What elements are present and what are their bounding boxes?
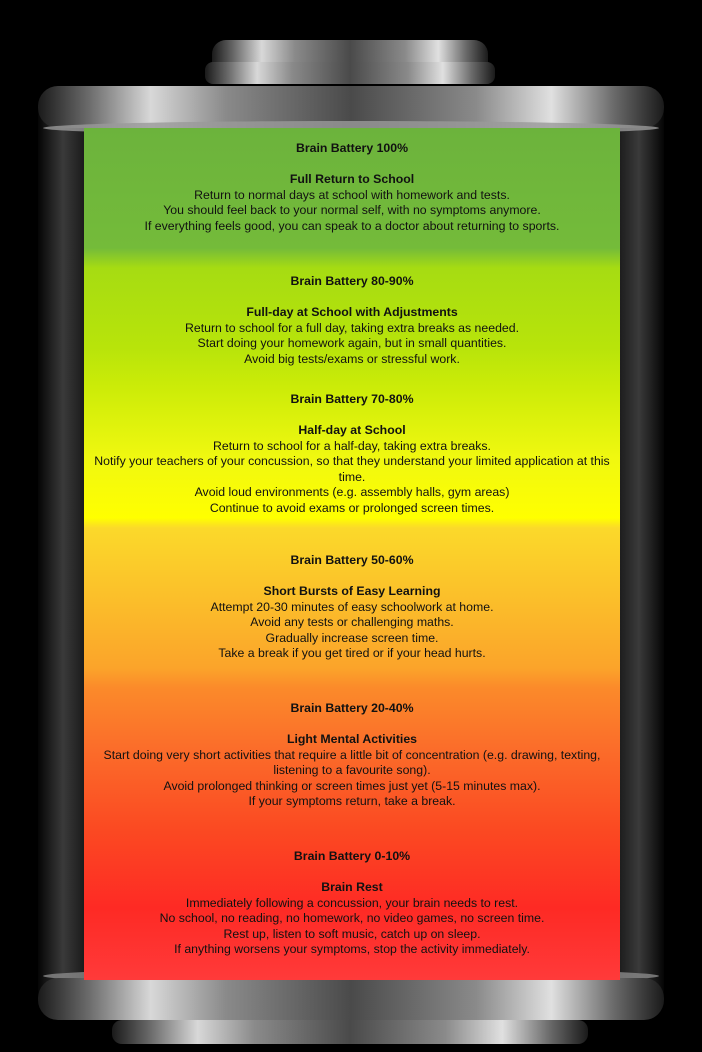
level-line: Return to normal days at school with homework and tests.	[194, 187, 510, 202]
battery-level-0-10	[84, 849, 620, 958]
level-title: Full Return to School	[289, 172, 415, 186]
level-line: Return to school for a full day, taking extra breaks as needed.	[184, 320, 520, 335]
level-header: Brain Battery 70-80%	[290, 392, 414, 406]
level-line: Notify your teachers of your concussion, so that they understand your limited application at this time.	[94, 454, 610, 484]
level-line: If anything worsens your symptoms, stop the activity immediately.	[174, 942, 530, 956]
level-line: Avoid any tests or challenging maths.	[250, 615, 454, 629]
level-header: Brain Battery 20-40%	[290, 701, 414, 715]
level-line: Avoid loud environments (e.g. assembly halls, gym areas)	[194, 485, 510, 499]
level-line: Attempt 20-30 minutes of easy schoolwork at home.	[210, 599, 494, 614]
level-title: Brain Rest	[321, 880, 383, 894]
level-title: Half-day at School	[298, 423, 406, 437]
level-title: Short Bursts of Easy Learning	[263, 584, 441, 598]
level-header: Brain Battery 50-60%	[290, 553, 414, 567]
level-line: Immediately following a concussion, your brain needs to rest.	[185, 895, 519, 910]
level-line: Rest up, listen to soft music, catch up on sleep.	[223, 926, 481, 941]
battery-level-100	[84, 141, 620, 234]
level-line: You should feel back to your normal self, with no symptoms anymore.	[163, 203, 541, 217]
level-line: Return to school for a half-day, taking extra breaks.	[213, 438, 491, 453]
battery-level-70-80	[84, 392, 620, 516]
battery-level-80-90	[84, 274, 620, 367]
battery-level-50-60	[84, 553, 620, 662]
level-line: Take a break if you get tired or if your head hurts.	[218, 646, 486, 660]
level-header: Brain Battery 0-10%	[293, 849, 411, 863]
level-title: Light Mental Activities	[286, 732, 418, 746]
level-line: Avoid prolonged thinking or screen times just yet (5-15 minutes max).	[163, 778, 541, 793]
level-line: If your symptoms return, take a break.	[248, 794, 456, 808]
level-line: Start doing your homework again, but in small quantities.	[197, 336, 507, 350]
level-line: If everything feels good, you can speak to a doctor about returning to sports.	[144, 218, 560, 233]
level-header: Brain Battery 100%	[295, 141, 409, 155]
level-header: Brain Battery 80-90%	[290, 274, 414, 288]
level-line: Avoid big tests/exams or stressful work.	[244, 351, 460, 366]
level-line: No school, no reading, no homework, no video games, no screen time.	[159, 911, 545, 925]
level-line: Start doing very short activities that require a little bit of concentration (e.g. drawing, texting, listening to a favourite song).	[103, 747, 601, 777]
battery-level-20-40	[84, 701, 620, 810]
level-line: Continue to avoid exams or prolonged screen times.	[209, 500, 495, 515]
level-line: Gradually increase screen time.	[265, 630, 439, 645]
level-title: Full-day at School with Adjustments	[246, 305, 458, 319]
